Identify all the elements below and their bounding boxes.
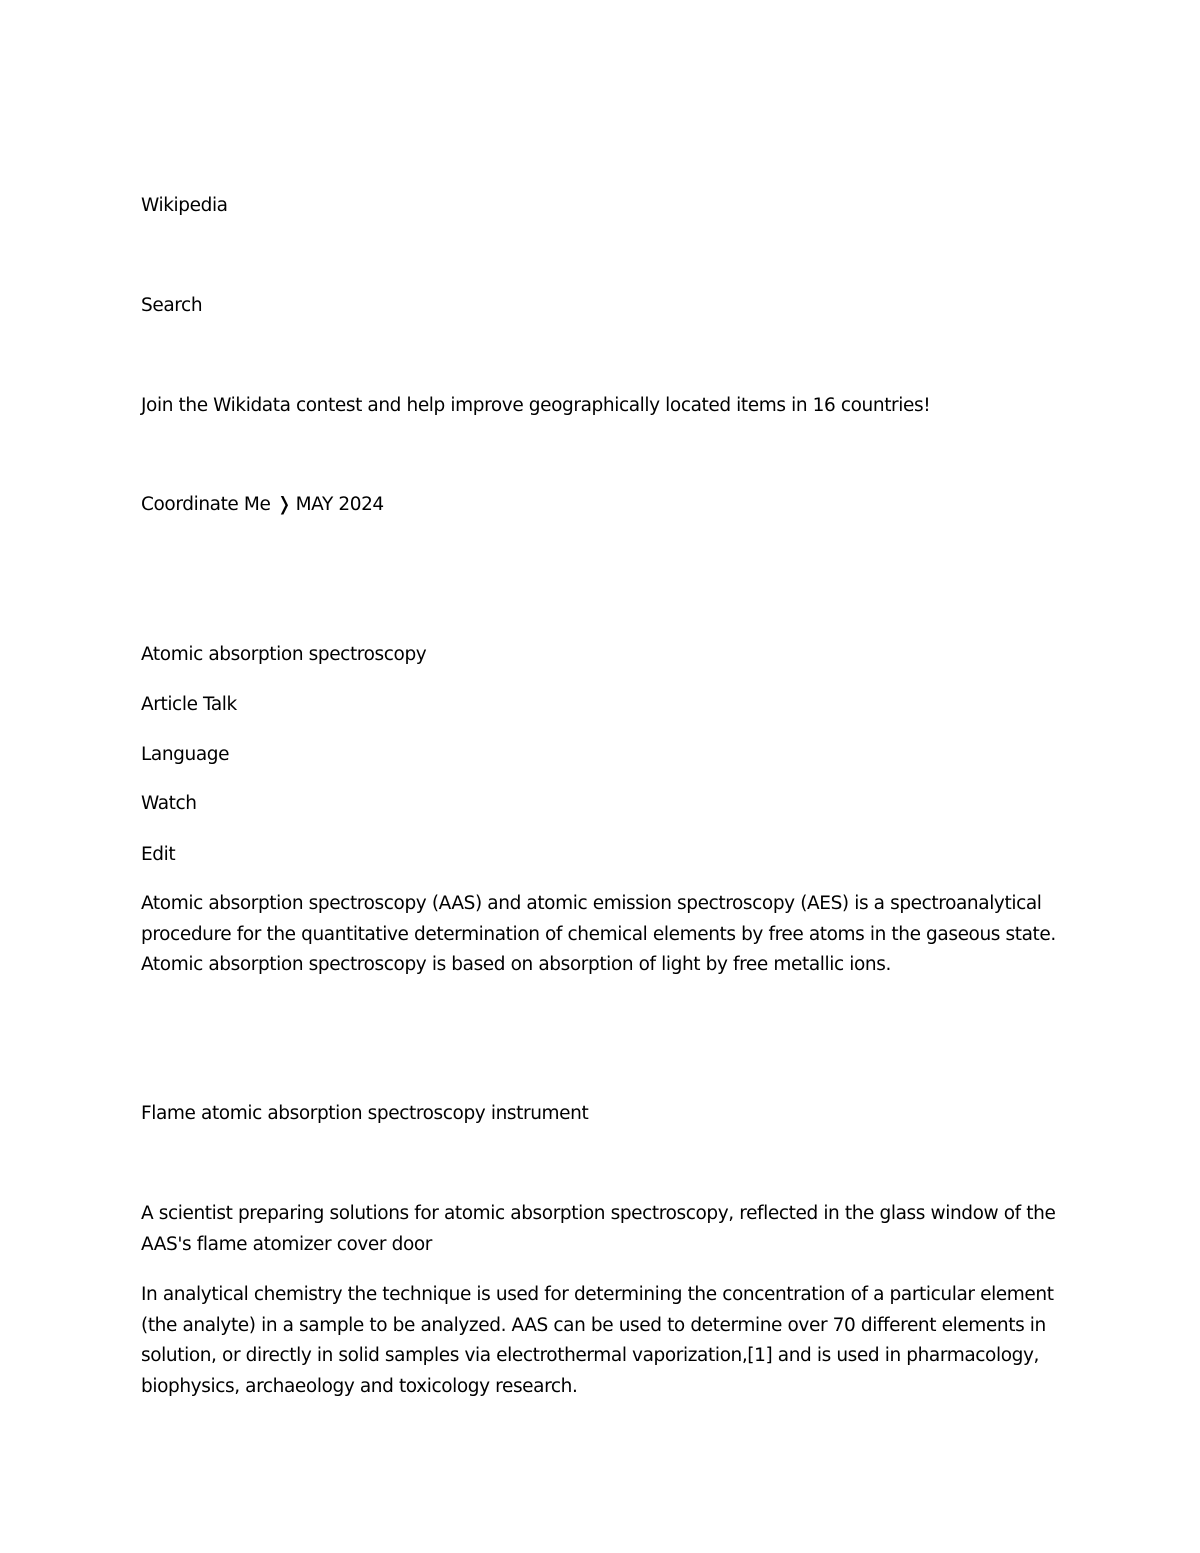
banner-message: Join the Wikidata contest and help improve geographically located items in 16 countries! [141, 395, 931, 416]
intro-paragraph: Atomic absorption spectroscopy (AAS) and atomic emission spectroscopy (AES) is a spectroanalytical procedure for the quantitative determination of chemical elements by free atoms in the gaseous state. Atomic absorption spectroscopy is based on absorption of light by free metallic ions. [141, 893, 1056, 975]
watch-button[interactable]: Watch [141, 793, 197, 814]
image-caption-instrument: Flame atomic absorption spectroscopy instrument [141, 1103, 589, 1124]
edit-button[interactable]: Edit [141, 844, 176, 865]
campaign-date: MAY 2024 [295, 494, 384, 515]
site-name[interactable]: Wikipedia [141, 195, 228, 216]
page-title: Atomic absorption spectroscopy [141, 644, 427, 665]
image-caption-scientist: A scientist preparing solutions for atomic absorption spectroscopy, reflected in the glass window of the AAS's flame atomizer cover door [141, 1203, 1056, 1255]
campaign-name[interactable]: Coordinate Me [141, 494, 271, 515]
search-label[interactable]: Search [141, 295, 203, 316]
language-button[interactable]: Language [141, 744, 230, 765]
article-talk-tabs[interactable]: Article Talk [141, 694, 237, 715]
body-paragraph: In analytical chemistry the technique is used for determining the concentration of a particular element (the analyte) in a sample to be analyzed. AAS can be used to determine over 70 different elements in solution, or directly in solid samples via electrothermal vaporization,[1] and is used in pharmacology, biophysics, archaeology and toxicology research. [141, 1284, 1054, 1397]
campaign-line[interactable] [141, 495, 384, 515]
chevron-right-icon: ❭ [276, 494, 292, 515]
